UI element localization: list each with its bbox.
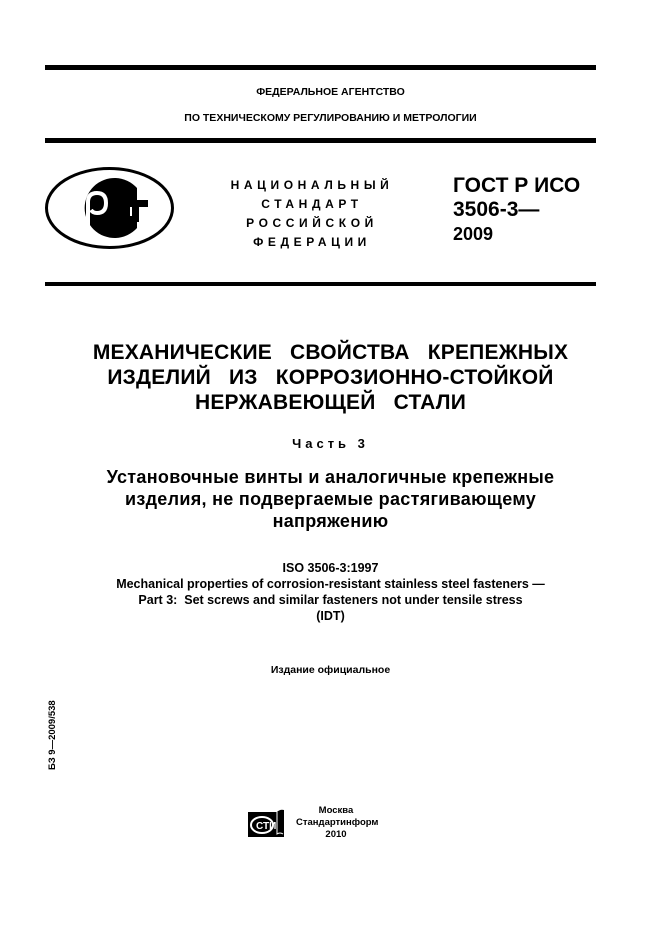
publisher-block (296, 805, 379, 841)
official-edition-label: Издание официальное (270, 664, 391, 676)
designation-line-2: 3506-3— (453, 198, 540, 221)
iso-equivalence: (IDT) (316, 609, 345, 623)
designation-line-1: ГОСТ Р ИСО (453, 174, 581, 197)
subtitle-line-2: изделия, не подвергаемые растягивающему (124, 489, 537, 509)
publisher-year: 2010 (325, 829, 347, 840)
designation-year: 2009 (453, 224, 494, 244)
document-subtitle (0, 466, 661, 532)
header-rule (45, 138, 596, 143)
title-rule (45, 282, 596, 286)
part-label: Часть 3 (292, 436, 369, 451)
agency-line-2: ПО ТЕХНИЧЕСКОМУ РЕГУЛИРОВАНИЮ И МЕТРОЛОГИИ (184, 112, 477, 124)
subtitle-line-1: Установочные винты и аналогичные крепежные (106, 467, 555, 487)
iso-title-line-1: Mechanical properties of corrosion-resistant stainless steel fasteners — (116, 577, 545, 591)
title-line-1: МЕХАНИЧЕСКИЕ СВОЙСТВА КРЕПЕЖНЫХ (92, 341, 569, 364)
side-code: БЗ 9—2009/538 (47, 700, 58, 770)
standard-designation (453, 174, 580, 246)
top-rule (45, 65, 596, 70)
national-line-3: РОССИЙСКОЙ (246, 216, 378, 230)
title-line-2: ИЗДЕЛИЙ ИЗ КОРРОЗИОННО-СТОЙКОЙ (107, 366, 554, 389)
national-standard-label (222, 176, 402, 252)
iso-title-line-2: Part 3: Set screws and similar fasteners not under tensile stress (138, 593, 523, 607)
iso-reference (0, 560, 661, 624)
document-title (0, 340, 661, 415)
publisher-city: Москва (318, 805, 354, 816)
standartinform-logo-icon (247, 808, 285, 838)
national-line-4: ФЕДЕРАЦИИ (253, 235, 371, 249)
rst-certification-mark-icon (44, 166, 175, 250)
title-line-3: НЕРЖАВЕЮЩЕЙ СТАЛИ (194, 391, 467, 414)
svg-text:СТИ: СТИ (256, 821, 277, 832)
national-line-1: НАЦИОНАЛЬНЫЙ (230, 178, 394, 192)
iso-number: ISO 3506-3:1997 (282, 561, 379, 575)
national-line-2: СТАНДАРТ (261, 197, 363, 211)
agency-line-1: ФЕДЕРАЛЬНОЕ АГЕНТСТВО (256, 86, 405, 98)
subtitle-line-3: напряжению (272, 511, 389, 531)
publisher-name: Стандартинформ (296, 817, 379, 828)
